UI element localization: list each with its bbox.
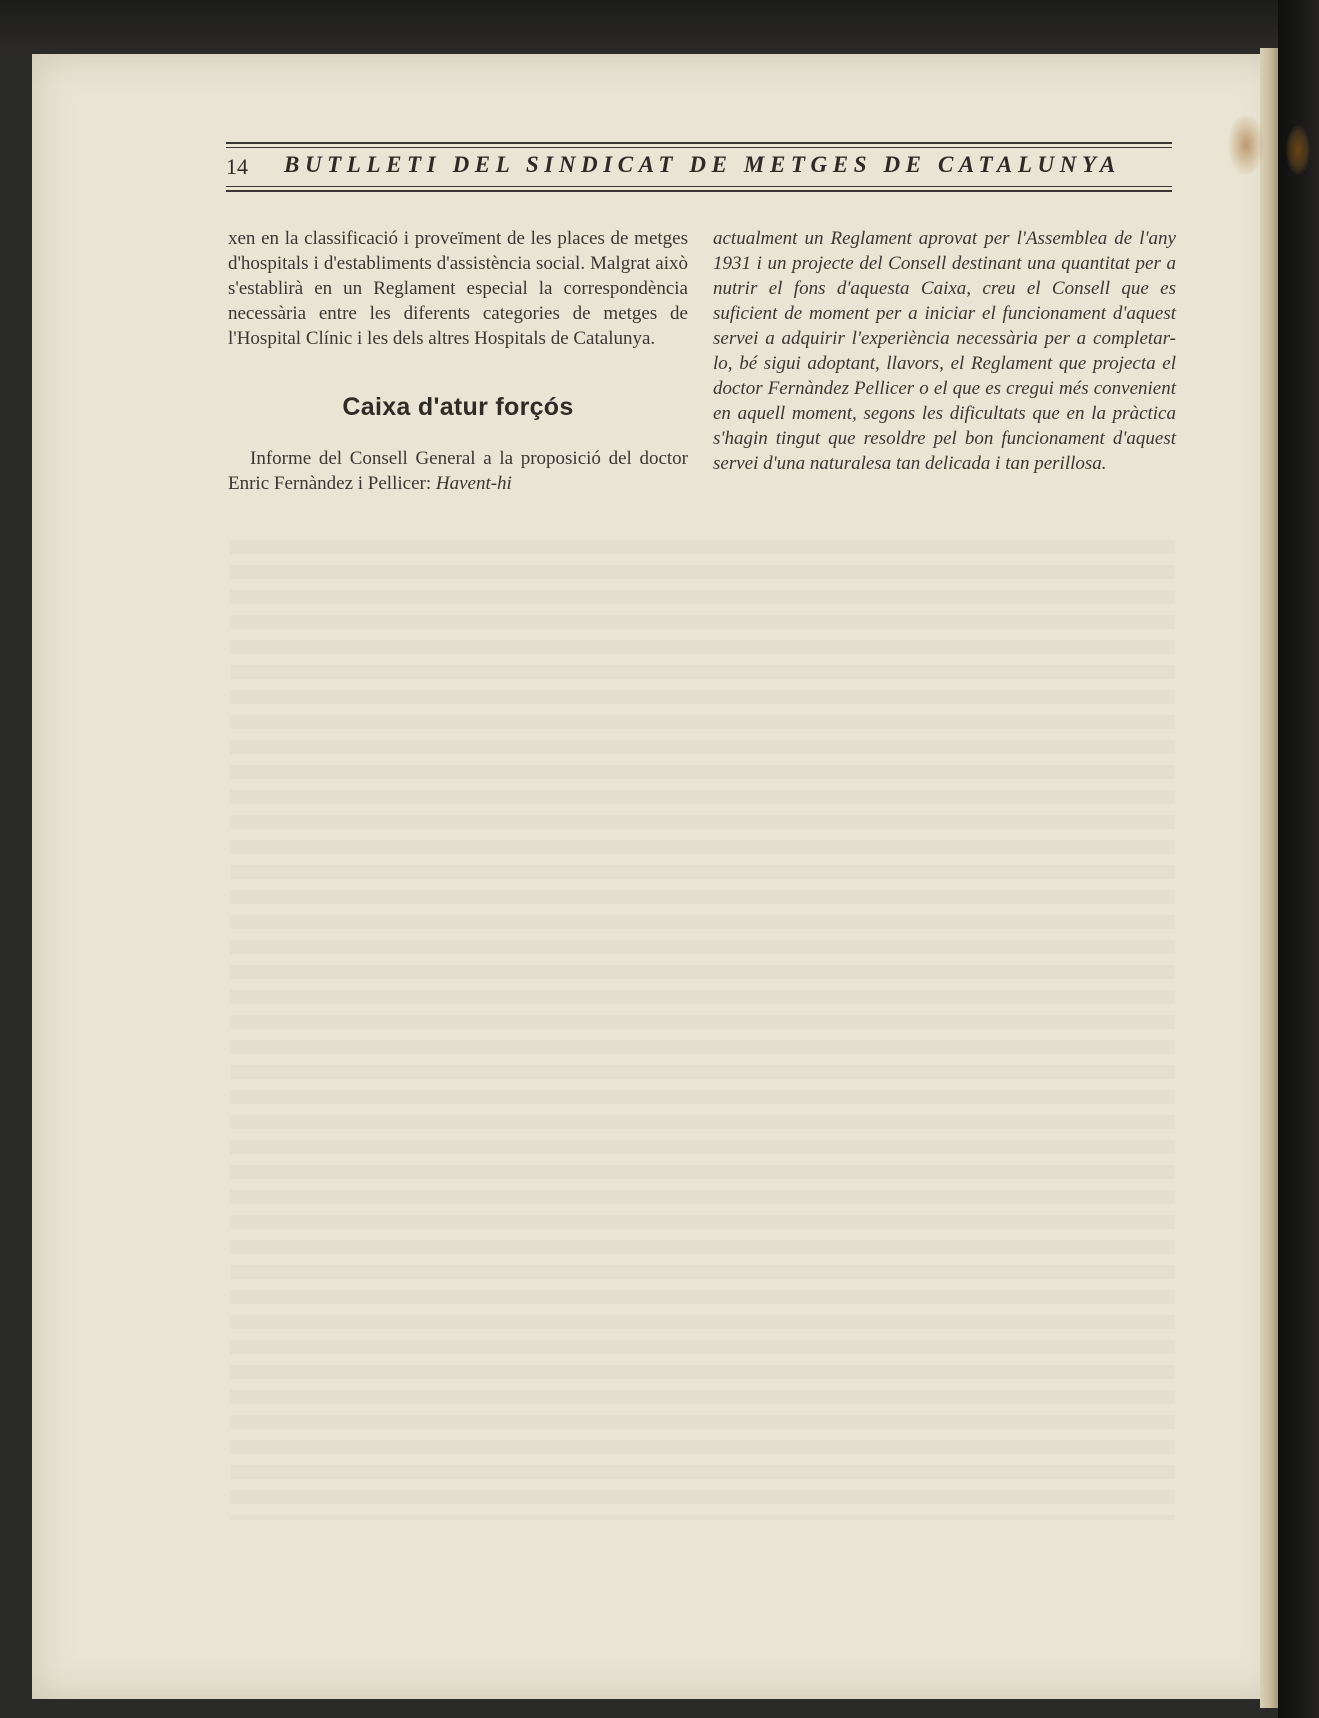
right-paragraph: actualment un Reglament aprovat per l'Assemblea de l'any 1931 i un projecte del Consell destinant una quantitat per a nutrir el fons d'aquesta Caixa, creu el Consell que es suficient de moment per a iniciar el funcionament d'aquest servei a adquirir l'experiència necessària per a completar-lo, bé sigui adoptant, llavors, el Reglament que projecta el doctor Fernàndez Pellicer o el que es cregui més convenient en aquell moment, segons les dificultats que en la pràctica s'hagin tingut que resoldre pel bon funcionament d'aquest servei d'una naturalesa tan delicada i tan perillosa.: [713, 228, 1176, 474]
stain-mark: [1228, 115, 1264, 175]
report-intro-text: Informe del Consell General a la proposició del doctor Enric Fernàndez i Pellicer:: [228, 448, 688, 494]
show-through-texture: [230, 540, 1175, 1520]
scan-background-top: [0, 0, 1319, 58]
page-number: 14: [226, 154, 248, 179]
header-rule-bottom: [226, 190, 1172, 192]
header-rule-bottom-thin: [226, 186, 1172, 187]
report-italic-start: Havent-hi: [435, 473, 512, 494]
scan-background-right: [1278, 0, 1319, 1718]
header-rule-top-thin: [226, 147, 1172, 148]
report-paragraph: [228, 446, 688, 496]
stain-mark-edge: [1286, 125, 1310, 175]
running-header: [226, 142, 1172, 194]
journal-title: BUTLLETI DEL SINDICAT DE METGES DE CATALUNYA: [284, 152, 1121, 177]
left-paragraph-continued: xen en la classificació i proveïment de les places de metges d'hospitals i d'establiments d'assistència social. Malgrat això s'establirà en un Reglament especial la correspondència necessària entre les diferents categories de metges de l'Hospital Clínic i les dels altres Hospitals de Catalunya.: [228, 228, 688, 349]
header-rule-top: [226, 142, 1172, 144]
section-heading: Caixa d'atur forçós: [342, 393, 574, 421]
right-column: [713, 226, 1176, 476]
left-column: [228, 226, 688, 496]
